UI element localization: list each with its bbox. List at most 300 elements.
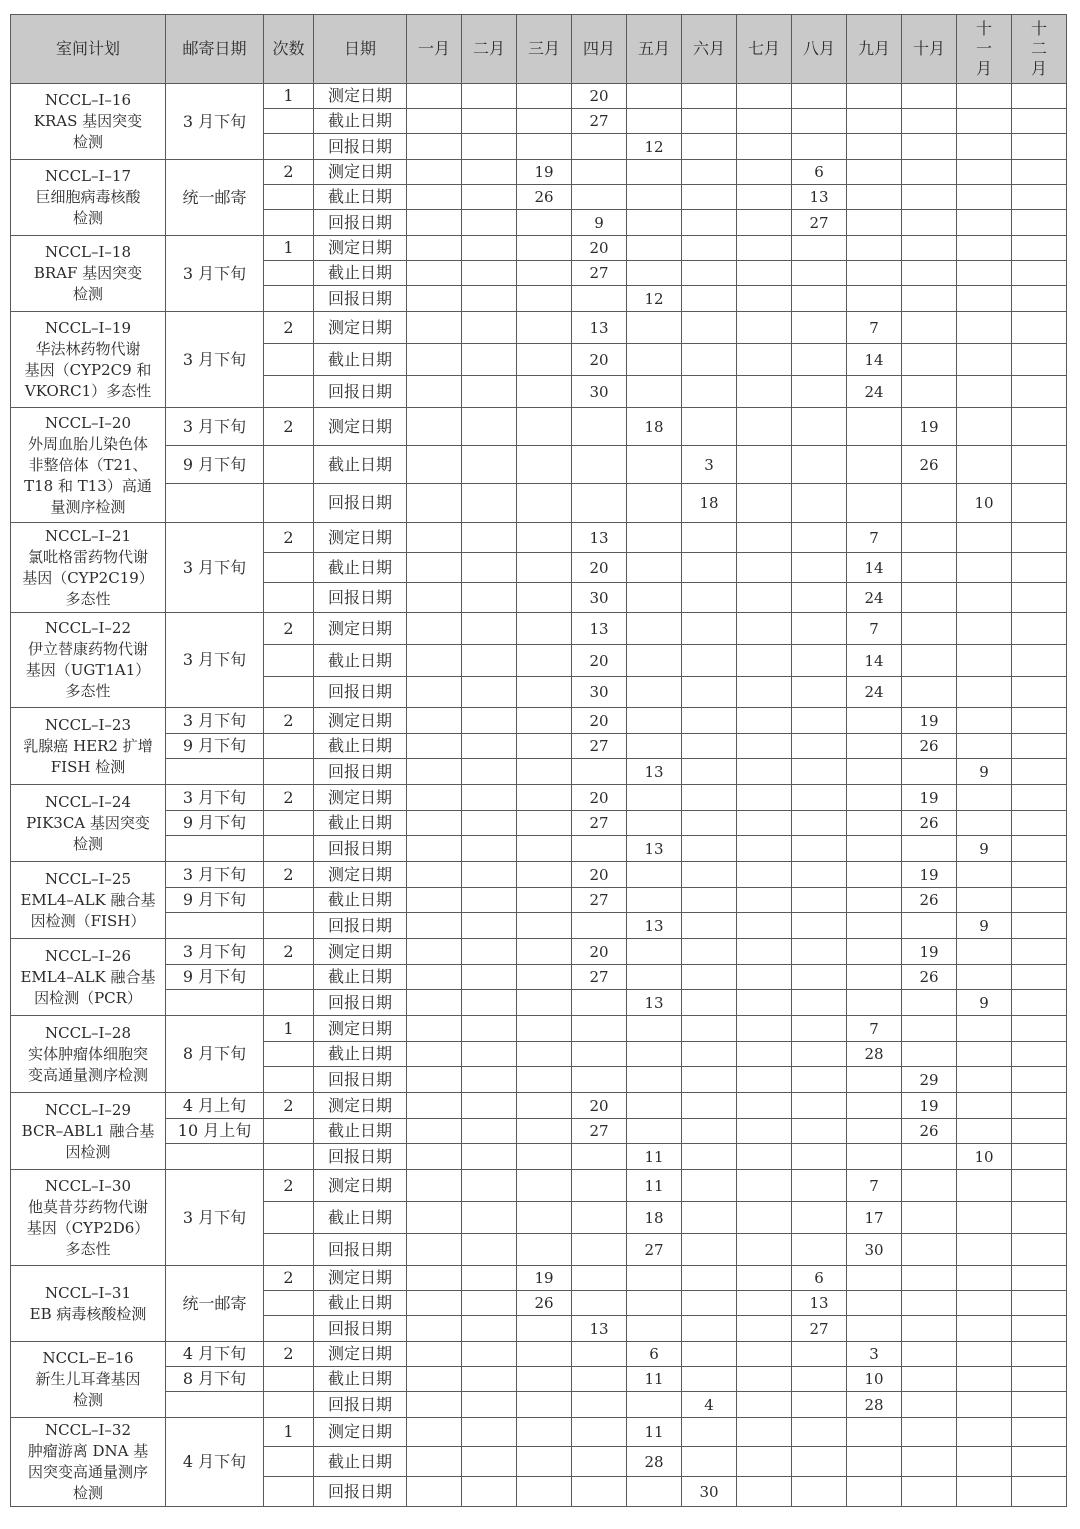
month-cell: [957, 1316, 1012, 1342]
month-cell: [682, 862, 737, 888]
month-cell: [572, 1202, 627, 1234]
month-cell: [902, 484, 957, 523]
month-cell: [737, 484, 792, 523]
program-name-line: 基因（CYP2D6）: [26, 1218, 150, 1237]
month-cell: [957, 446, 1012, 484]
month-cell: [407, 1067, 462, 1093]
month-cell: [627, 677, 682, 708]
month-cell: [737, 1042, 792, 1067]
month-cell: [737, 836, 792, 862]
month-cell: [627, 939, 682, 965]
program-name-line: NCCL–I–30: [44, 1176, 132, 1195]
month-cell: 11: [627, 1418, 682, 1447]
month-cell: 27: [572, 734, 627, 759]
month-cell: [407, 965, 462, 990]
month-cell: [737, 408, 792, 446]
month-cell: [462, 286, 517, 312]
month-cell: [517, 645, 572, 677]
month-cell: 7: [847, 1016, 902, 1042]
month-cell: [682, 677, 737, 708]
round-count: 2: [264, 785, 314, 811]
mail-date: 4 月下旬: [166, 1418, 264, 1507]
month-cell: [517, 84, 572, 109]
month-cell: [1012, 1291, 1067, 1316]
program-name-line: FISH 检测: [50, 757, 126, 776]
month-cell: 13: [627, 913, 682, 939]
month-cell: [407, 523, 462, 553]
month-cell: 6: [792, 1266, 847, 1291]
month-cell: 13: [792, 1291, 847, 1316]
month-cell: 9: [957, 990, 1012, 1016]
program-name-line: PIK3CA 基因突变: [26, 813, 150, 832]
month-cell: [1012, 759, 1067, 785]
table-row: [11, 965, 1067, 990]
month-cell: [902, 913, 957, 939]
month-cell: [737, 990, 792, 1016]
month-cell: [792, 645, 847, 677]
month-cell: 9: [957, 836, 1012, 862]
month-cell: 27: [792, 210, 847, 236]
round-count: 2: [264, 312, 314, 344]
month-cell: [627, 1093, 682, 1119]
month-cell: 30: [847, 1234, 902, 1266]
table-row: [11, 613, 1067, 645]
month-cell: [1012, 1067, 1067, 1093]
schedule-table: [10, 14, 1067, 1507]
month-cell: [627, 484, 682, 523]
month-cell: [462, 990, 517, 1016]
program-name-line: 氯吡格雷药物代谢: [27, 547, 148, 566]
month-cell: [1012, 1042, 1067, 1067]
month-cell: [847, 84, 902, 109]
header-plan: 室间计划: [11, 15, 166, 84]
month-cell: [682, 613, 737, 645]
month-cell: [682, 1093, 737, 1119]
program-name-line: 因检测（PCR）: [34, 988, 142, 1007]
month-cell: [627, 1042, 682, 1067]
month-cell: [737, 811, 792, 836]
mail-date: [166, 990, 264, 1016]
month-cell: 27: [572, 965, 627, 990]
month-cell: [407, 109, 462, 134]
month-cell: [957, 134, 1012, 160]
month-cell: [792, 734, 847, 759]
month-cell: [572, 1170, 627, 1202]
round-count: [264, 1291, 314, 1316]
month-cell: [847, 1447, 902, 1477]
mail-date: [166, 836, 264, 862]
month-cell: [572, 160, 627, 185]
month-cell: [517, 1367, 572, 1392]
month-cell: 6: [792, 160, 847, 185]
round-count: [264, 990, 314, 1016]
month-cell: [1012, 185, 1067, 210]
month-cell: [572, 1266, 627, 1291]
month-cell: [957, 1119, 1012, 1144]
month-cell: 9: [957, 913, 1012, 939]
month-cell: [792, 446, 847, 484]
month-cell: 28: [627, 1447, 682, 1477]
month-cell: [462, 160, 517, 185]
month-cell: [792, 484, 847, 523]
month-cell: [627, 312, 682, 344]
month-cell: [847, 1418, 902, 1447]
table-row: [11, 888, 1067, 913]
month-cell: [627, 811, 682, 836]
month-cell: [407, 1170, 462, 1202]
month-cell: [682, 160, 737, 185]
program-name-line: 检测: [72, 834, 103, 853]
month-cell: [407, 734, 462, 759]
month-cell: [847, 785, 902, 811]
round-count: 2: [264, 708, 314, 734]
date-type-label: 测定日期: [314, 1093, 407, 1119]
month-cell: [737, 939, 792, 965]
month-cell: [792, 1093, 847, 1119]
month-cell: [572, 1291, 627, 1316]
date-type-label: 回报日期: [314, 759, 407, 785]
month-cell: [407, 261, 462, 286]
month-cell: 27: [572, 888, 627, 913]
month-cell: 26: [902, 1119, 957, 1144]
program-name-line: NCCL–I–22: [44, 619, 132, 637]
date-type-label: 回报日期: [314, 210, 407, 236]
month-cell: [462, 1144, 517, 1170]
month-cell: [407, 1367, 462, 1392]
program-name: [11, 862, 166, 939]
round-count: [264, 1042, 314, 1067]
round-count: [264, 1067, 314, 1093]
month-cell: [957, 1067, 1012, 1093]
month-cell: [627, 708, 682, 734]
table-row: [11, 1119, 1067, 1144]
month-cell: [517, 677, 572, 708]
table-row: [11, 836, 1067, 862]
table-row: [11, 990, 1067, 1016]
month-cell: [1012, 1266, 1067, 1291]
month-cell: [462, 862, 517, 888]
table-row: [11, 1093, 1067, 1119]
program-name: [11, 1170, 166, 1266]
program-name-line: T18 和 T13）高通: [24, 476, 152, 495]
month-cell: [957, 261, 1012, 286]
month-cell: [1012, 109, 1067, 134]
month-cell: [902, 185, 957, 210]
month-cell: [957, 1392, 1012, 1418]
month-cell: [902, 1170, 957, 1202]
round-count: 2: [264, 408, 314, 446]
month-cell: [462, 759, 517, 785]
program-name-line: 非整倍体（T21、: [28, 455, 148, 474]
month-cell: [462, 1291, 517, 1316]
month-cell: [572, 836, 627, 862]
mail-date: [166, 484, 264, 523]
program-name-line: 他莫昔芬药物代谢: [27, 1197, 148, 1216]
program-name-line: VKORC1）多态性: [24, 381, 152, 400]
month-cell: [572, 484, 627, 523]
program-name-line: 量测序检测: [50, 497, 126, 516]
date-type-label: 测定日期: [314, 160, 407, 185]
month-cell: [792, 939, 847, 965]
month-cell: [737, 862, 792, 888]
date-type-label: 回报日期: [314, 484, 407, 523]
month-cell: 19: [902, 1093, 957, 1119]
month-cell: [462, 1067, 517, 1093]
month-cell: [737, 1144, 792, 1170]
month-cell: [1012, 734, 1067, 759]
month-cell: [407, 990, 462, 1016]
month-cell: 19: [517, 160, 572, 185]
month-cell: [462, 785, 517, 811]
month-cell: [407, 210, 462, 236]
mail-date: 3 月下旬: [166, 708, 264, 734]
date-type-label: 截止日期: [314, 344, 407, 376]
month-cell: [847, 210, 902, 236]
month-cell: [847, 1291, 902, 1316]
month-cell: [627, 1067, 682, 1093]
month-cell: [847, 134, 902, 160]
round-count: 2: [264, 613, 314, 645]
month-cell: [737, 645, 792, 677]
program-name-line: 检测: [72, 1484, 103, 1502]
month-cell: [572, 408, 627, 446]
header-count: 次数: [264, 15, 314, 84]
month-cell: [1012, 134, 1067, 160]
table-row: [11, 811, 1067, 836]
program-name: [11, 1266, 166, 1342]
month-cell: [847, 759, 902, 785]
month-cell: [517, 785, 572, 811]
month-cell: [957, 583, 1012, 613]
date-type-label: 截止日期: [314, 261, 407, 286]
month-cell: [792, 1367, 847, 1392]
month-cell: [572, 1447, 627, 1477]
month-cell: [902, 1016, 957, 1042]
header-month-9: 九月: [847, 15, 902, 84]
month-cell: [517, 408, 572, 446]
month-cell: [627, 888, 682, 913]
month-cell: [682, 1342, 737, 1367]
program-name: [11, 408, 166, 523]
month-cell: [737, 1266, 792, 1291]
month-cell: 19: [902, 862, 957, 888]
month-cell: 3: [682, 446, 737, 484]
program-name-line: NCCL–I–29: [44, 1100, 132, 1119]
round-count: 1: [264, 1418, 314, 1447]
month-cell: [517, 1342, 572, 1367]
month-cell: [572, 913, 627, 939]
program-name-line: EB 病毒核酸检测: [29, 1304, 147, 1323]
month-cell: [517, 1316, 572, 1342]
month-cell: 13: [572, 613, 627, 645]
date-type-label: 回报日期: [314, 583, 407, 613]
program-name: [11, 939, 166, 1016]
month-cell: [957, 286, 1012, 312]
month-cell: [407, 913, 462, 939]
month-cell: [682, 236, 737, 261]
month-cell: [462, 553, 517, 583]
month-cell: [627, 344, 682, 376]
month-cell: [462, 1477, 517, 1507]
month-cell: [517, 708, 572, 734]
month-cell: [957, 1234, 1012, 1266]
table-row: [11, 1392, 1067, 1418]
month-cell: [1012, 1477, 1067, 1507]
month-cell: [407, 1093, 462, 1119]
month-cell: [902, 84, 957, 109]
month-cell: [902, 286, 957, 312]
round-count: 2: [264, 1266, 314, 1291]
round-count: [264, 344, 314, 376]
month-cell: [737, 913, 792, 939]
month-cell: [847, 1144, 902, 1170]
month-cell: 17: [847, 1202, 902, 1234]
program-name: [11, 613, 166, 708]
month-cell: [737, 210, 792, 236]
round-count: 2: [264, 1342, 314, 1367]
mail-date: 3 月下旬: [166, 939, 264, 965]
month-cell: 9: [957, 759, 1012, 785]
table-row: [11, 1342, 1067, 1367]
round-count: [264, 1447, 314, 1477]
program-name-line: NCCL–I–28: [44, 1023, 132, 1042]
month-cell: [792, 785, 847, 811]
month-cell: [1012, 236, 1067, 261]
month-cell: 4: [682, 1392, 737, 1418]
round-count: [264, 965, 314, 990]
month-cell: [847, 708, 902, 734]
month-cell: [682, 84, 737, 109]
date-type-label: 回报日期: [314, 913, 407, 939]
header-row: [11, 15, 1067, 84]
month-cell: [462, 134, 517, 160]
month-cell: 27: [572, 109, 627, 134]
month-cell: [1012, 1144, 1067, 1170]
month-cell: [957, 109, 1012, 134]
round-count: [264, 484, 314, 523]
month-cell: [572, 759, 627, 785]
program-name: [11, 312, 166, 408]
month-cell: [847, 888, 902, 913]
table-row: [11, 312, 1067, 344]
month-cell: [627, 1392, 682, 1418]
month-cell: [737, 109, 792, 134]
month-cell: [627, 109, 682, 134]
month-cell: [1012, 484, 1067, 523]
month-cell: 7: [847, 312, 902, 344]
month-cell: [847, 286, 902, 312]
program-name: [11, 236, 166, 312]
month-cell: 29: [902, 1067, 957, 1093]
table-row: [11, 236, 1067, 261]
month-cell: [682, 261, 737, 286]
date-type-label: 回报日期: [314, 1477, 407, 1507]
month-cell: [462, 1367, 517, 1392]
month-cell: [462, 236, 517, 261]
month-cell: [792, 1234, 847, 1266]
month-cell: 19: [902, 408, 957, 446]
month-cell: [1012, 1367, 1067, 1392]
month-cell: [682, 286, 737, 312]
program-name-line: KRAS 基因突变: [33, 112, 143, 130]
month-cell: [737, 1202, 792, 1234]
month-cell: [462, 484, 517, 523]
month-cell: [737, 965, 792, 990]
program-name-line: NCCL–I–19: [44, 318, 132, 337]
month-cell: [902, 376, 957, 408]
month-cell: [517, 836, 572, 862]
month-cell: [627, 553, 682, 583]
month-cell: [462, 939, 517, 965]
mail-date: 3 月下旬: [166, 408, 264, 446]
month-cell: [847, 261, 902, 286]
round-count: [264, 376, 314, 408]
month-cell: [682, 1119, 737, 1144]
month-cell: [462, 84, 517, 109]
month-cell: [682, 376, 737, 408]
month-cell: 13: [627, 836, 682, 862]
round-count: 2: [264, 160, 314, 185]
month-cell: 24: [847, 376, 902, 408]
program-name-line: NCCL–I–31: [44, 1283, 132, 1302]
program-name-line: NCCL–E–16: [42, 1349, 134, 1367]
month-cell: [407, 312, 462, 344]
month-cell: [517, 1392, 572, 1418]
program-name-line: NCCL–I–17: [44, 167, 132, 185]
program-name-line: NCCL–I–32: [44, 1421, 132, 1439]
round-count: [264, 811, 314, 836]
mail-date: 9 月下旬: [166, 888, 264, 913]
month-cell: 20: [572, 862, 627, 888]
month-cell: [1012, 286, 1067, 312]
table-row: [11, 913, 1067, 939]
month-cell: [957, 645, 1012, 677]
round-count: [264, 645, 314, 677]
program-name-line: BCR–ABL1 融合基: [21, 1121, 155, 1140]
month-cell: [517, 888, 572, 913]
round-count: [264, 1316, 314, 1342]
program-name-line: 乳腺癌 HER2 扩增: [23, 736, 153, 755]
month-cell: [517, 759, 572, 785]
month-cell: 20: [572, 1093, 627, 1119]
month-cell: 18: [682, 484, 737, 523]
month-cell: [1012, 1119, 1067, 1144]
month-cell: [627, 583, 682, 613]
month-cell: 10: [847, 1367, 902, 1392]
program-name-line: 检测: [72, 209, 103, 227]
month-cell: [957, 613, 1012, 645]
program-name: [11, 708, 166, 785]
month-cell: [462, 376, 517, 408]
month-cell: [627, 236, 682, 261]
month-cell: [792, 862, 847, 888]
month-cell: 30: [572, 677, 627, 708]
month-cell: [627, 1119, 682, 1144]
month-cell: [407, 344, 462, 376]
month-cell: 26: [902, 446, 957, 484]
mail-date: [166, 1144, 264, 1170]
month-cell: [902, 261, 957, 286]
month-cell: [737, 553, 792, 583]
month-cell: 14: [847, 645, 902, 677]
date-type-label: 回报日期: [314, 1234, 407, 1266]
program-name-line: 因检测: [65, 1142, 111, 1161]
program-name-line: 基因（CYP2C9 和: [24, 360, 152, 379]
month-cell: [847, 185, 902, 210]
month-cell: 10: [957, 484, 1012, 523]
month-cell: [957, 708, 1012, 734]
program-name-line: 检测: [72, 133, 103, 151]
